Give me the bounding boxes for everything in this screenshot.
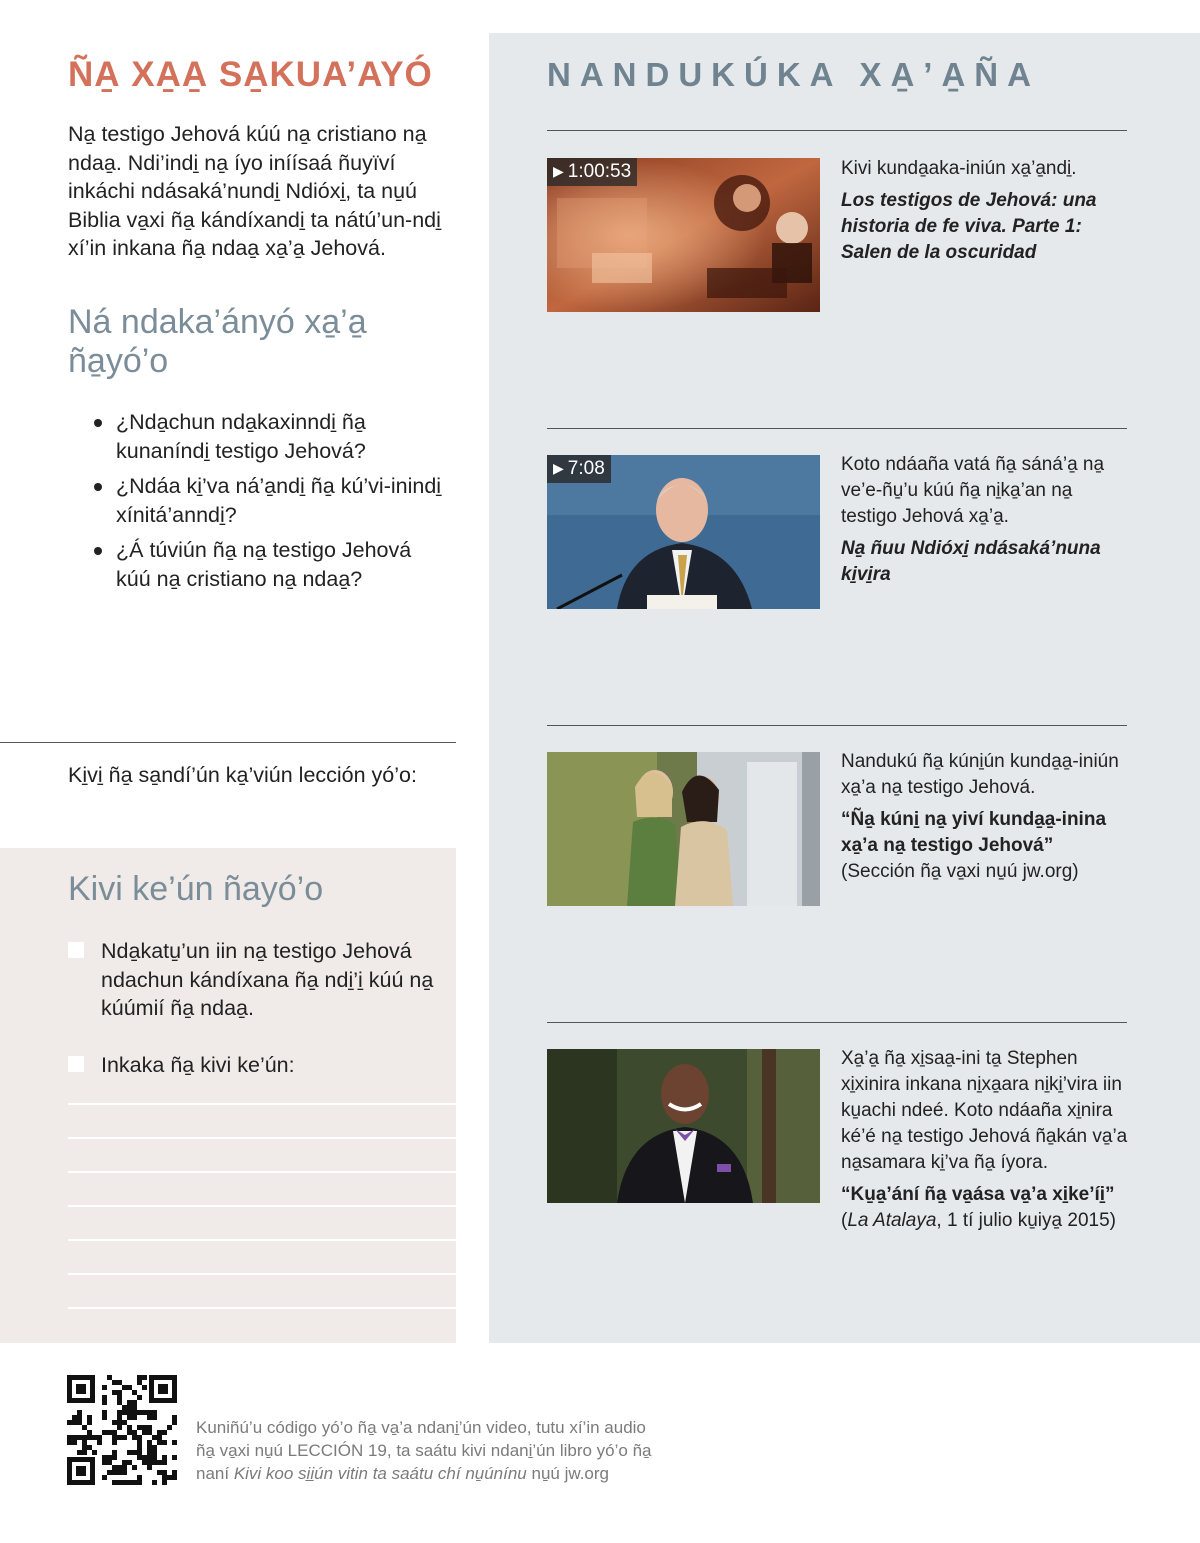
review-question-list [92,408,442,600]
explore-title: NANDUKÚKA XA̱’A̱ÑA [547,56,1040,93]
review-question: ¿Nda̱chun nda̱kaxinndi̱ ña̱ kunaníndi̱ testigo Jehová? [92,408,442,465]
duration-badge: ▶ 7:08 [547,455,611,483]
play-icon: ▶ [553,460,564,476]
play-icon: ▶ [553,163,564,179]
divider [547,130,1127,131]
caption-text: Koto ndáaña vatá ña̱ sáná’a̱ na̱ ve’e-ñu̱’u kúú ña̱ ni̱ka̱’an na̱ testigo Jehová xa̱’a̱. [841,454,1105,527]
try-item-label: Nda̱katu̱’un iin na̱ testigo Jehová ndachun kándíxana ña̱ ndi̱’i̱ kúú na̱ kúúmií ña̱ ndaa̱. [101,939,434,1020]
summary-title: ÑA̱ XA̱A̱ SA̱KUA’AYÓ [68,55,433,94]
explore-item-caption [841,1046,1131,1234]
checkbox[interactable] [68,942,84,958]
video-title-link[interactable]: Na̱ ñuu Ndióxi̱ ndásaká’nuna ki̱vi̱ra [841,538,1101,585]
video-title-link[interactable]: Los testigos de Jehová: una historia de fe viva. Parte 1: Salen de la oscuridad [841,190,1097,263]
review-title: Ná ndaka’ányó xa̱’a̱ ña̱yó’o [68,303,367,380]
divider [547,725,1127,726]
article-image-stephen[interactable] [547,1049,820,1203]
review-question: ¿Á túviún ña̱ na̱ testigo Jehová kúú na̱ cristiano na̱ ndaa̱? [92,536,442,593]
divider [547,428,1127,429]
try-item [68,937,438,1023]
footer-line: Kuniñú’u código yó’o ña̱ va̱’a ndani̱’ún video, tutu xí’in audio [196,1418,646,1437]
try-this-title: Kivi ke’ún ñayó’o [68,870,324,908]
caption-text: Kivi kunda̱aka-iniún xa̱’a̱ndi̱. [841,158,1077,179]
duration-badge: ▶ 1:00:53 [547,158,637,186]
writing-line[interactable] [68,1171,456,1173]
writing-line[interactable] [68,1103,456,1105]
writing-line[interactable] [68,1273,456,1275]
caption-text: Nandukú ña̱ kúni̱ún kunda̱a̱-iniún xa̱’a na̱ testigo Jehová. [841,751,1119,798]
completion-date-label: Ki̱vi̱ ña̱ sa̱ndí’ún ka̱’viún lección yó’o: [68,763,417,787]
stephen-portrait-image [547,1049,820,1203]
qr-code-icon[interactable] [67,1375,177,1485]
try-this-box [0,848,456,1343]
try-item-label: Inkaka ña̱ kivi ke’ún: [101,1053,295,1077]
divider [547,1022,1127,1023]
writing-line[interactable] [68,1307,456,1309]
footer-line: ña̱ va̱xi nu̱ú LECCIÓN 19, ta saátu kivi ndani̱’ún libro yó’o ña̱ [196,1441,652,1460]
writing-line[interactable] [68,1239,456,1241]
try-item [68,1051,438,1080]
checkbox[interactable] [68,1056,84,1072]
source-text: (La Atalaya, 1 tí julio ku̱iya̱ 2015) [841,1210,1116,1231]
door-visit-image [547,752,820,906]
article-image-door[interactable] [547,752,820,906]
footer-text [196,1416,716,1485]
caption-text: Xa̱’a̱ ña̱ xi̱saa̱-ini ta̱ Stephen xi̱xinira inkana ni̱xa̱ara ni̱ki̱’vira iin ku̱achi ndeé. Koto ndáaña xi̱nira ké’é na̱ testigo Jehová ña̱kán va̱’a na̱samara ki̱’va ña̱ íyora. [841,1048,1128,1173]
book-title: Kivi koo si̱i̱ún vitin ta saátu chí nu̱únínu [233,1464,527,1483]
explore-item-caption [841,156,1131,266]
source-text: (Sección ña̱ va̱xi nu̱ú jw.org) [841,861,1079,882]
article-title-link[interactable]: “Ña̱ kúni̱ na̱ yiví kunda̱a̱-inina xa̱’a na̱ testigo Jehová” [841,809,1107,856]
writing-line[interactable] [68,1205,456,1207]
footer-line: naní Kivi koo si̱i̱ún vitin ta saátu chí nu̱únínu nu̱ú jw.org [196,1464,609,1483]
video-thumbnail-history[interactable] [547,158,820,312]
article-title-link[interactable]: “Ku̱a̱’ání ña̱ va̱ása va̱’a xi̱ke’íi̱” [841,1184,1115,1205]
video-thumbnail-speaker[interactable] [547,455,820,609]
divider [0,742,456,743]
magazine-title: La Atalaya [847,1210,937,1231]
writing-line[interactable] [68,1137,456,1139]
review-question: ¿Ndáa ki̱’va ná’a̱ndi̱ ña̱ kú’vi-inindi̱ xínitá’anndi̱? [92,472,442,529]
summary-text: Na̱ testigo Jehová kúú na̱ cristiano na̱ ndaa̱. Ndi’indi̱ na̱ íyo iníísaá ñuyïví inkáchi ndásaká’nundi̱ Ndióxi̱, ta nu̱ú Biblia va̱xi ña̱ kándíxandi̱ ta nátú’un-ndi̱ xí’in inkana ña̱ ndaa̱ xa̱’a̱ Jehová. [68,122,441,260]
explore-item-caption [841,452,1131,588]
explore-item-caption [841,749,1131,885]
